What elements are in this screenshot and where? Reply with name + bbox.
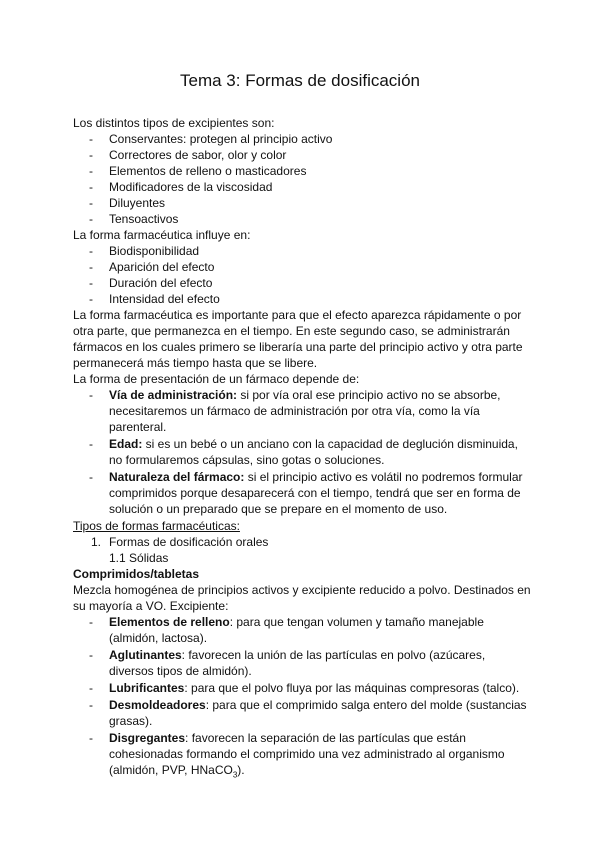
list-item: - Desmoldeadores: para que el comprimido salga entero del molde (sustancias grasas). (89, 698, 527, 728)
item-term: Edad: (109, 437, 143, 451)
list-item: - Elementos de relleno: para que tengan volumen y tamaño manejable (almidón, lactosa). (89, 615, 484, 645)
presentation-list (73, 387, 531, 517)
page-title: Tema 3: Formas de dosificación (180, 71, 420, 90)
list-item: - Aparición del efecto (89, 260, 215, 274)
item-term: Vía de administración: (109, 388, 238, 402)
tablets-heading: Comprimidos/tabletas (73, 567, 200, 581)
list-item: - Tensoactivos (89, 212, 179, 226)
list-item: - Correctores de sabor, olor y color (89, 148, 287, 162)
list-item: - Elementos de relleno o masticadores (89, 164, 307, 178)
list-item: - Diluyentes (89, 196, 166, 210)
item-term: Desmoldeadores (109, 698, 206, 712)
excipients-list (73, 131, 531, 227)
influence-intro: La forma farmacéutica influye en: (73, 228, 251, 242)
tablets-description: Mezcla homogénea de principios activos y excipiente reducido a polvo. Destinados en su mayoría a VO. Excipiente: (73, 583, 531, 613)
item-term: Aglutinantes (109, 648, 182, 662)
item-term: Elementos de relleno (109, 615, 230, 629)
item-term: Naturaleza del fármaco: (109, 470, 245, 484)
types-list (73, 534, 531, 550)
list-item: - Duración del efecto (89, 276, 213, 290)
importance-paragraph: La forma farmacéutica es importante para que el efecto aparezca rápidamente o por otra parte, que permanezca en el tiempo. En este segundo caso, se administrarán fármacos en los cuales primero se liberaría una parte del principio activo y otra parte permanecerá más tiempo hasta que se libere. (73, 308, 523, 370)
list-item: - Modificadores de la viscosidad (89, 180, 273, 194)
item-term: Lubrificantes (109, 681, 185, 695)
list-item: - Disgregantes: favorecen la separación de las partículas que están cohesionadas formando el comprimido una vez administrado al organismo (almidón, PVP, HNaCO$_3$). (89, 731, 505, 780)
tablets-excipients-list (73, 614, 531, 778)
list-item: - Conservantes: protegen al principio activo (89, 132, 333, 146)
list-item: - Biodisponibilidad (89, 244, 200, 258)
list-item: - Intensidad del efecto (89, 292, 220, 306)
list-item: - Edad: si es un bebé o un anciano con la capacidad de deglución disminuida, no formularemos cápsulas, sino gotas o soluciones. (89, 437, 518, 467)
document-body (73, 115, 531, 779)
list-item: - Vía de administración: si por vía oral ese principio activo no se absorbe, necesitaremos un fármaco de administración por otra vía, como la vía parenteral. (89, 388, 501, 434)
list-item: - Naturaleza del fármaco: si el principio activo es volátil no podremos formular comprimidos porque desaparecerá con el tiempo, tendrá que ser en forma de solución o un preparado que se prepare en el momento de uso. (89, 470, 523, 516)
item-term: Disgregantes (109, 731, 186, 745)
excipients-intro: Los distintos tipos de excipientes son: (73, 116, 275, 130)
list-item: 1. Formas de dosificación orales (91, 535, 269, 549)
presentation-intro: La forma de presentación de un fármaco depende de: (73, 372, 360, 386)
list-item: - Aglutinantes: favorecen la unión de las partículas en polvo (azúcares, diversos tipos de almidón). (89, 648, 486, 678)
types-heading: Tipos de formas farmacéuticas: (73, 519, 240, 533)
influence-list (73, 243, 531, 307)
list-item: - Lubrificantes: para que el polvo fluya por las máquinas compresoras (talco). (89, 681, 520, 695)
types-subheading: 1.1 Sólidas (109, 551, 169, 565)
